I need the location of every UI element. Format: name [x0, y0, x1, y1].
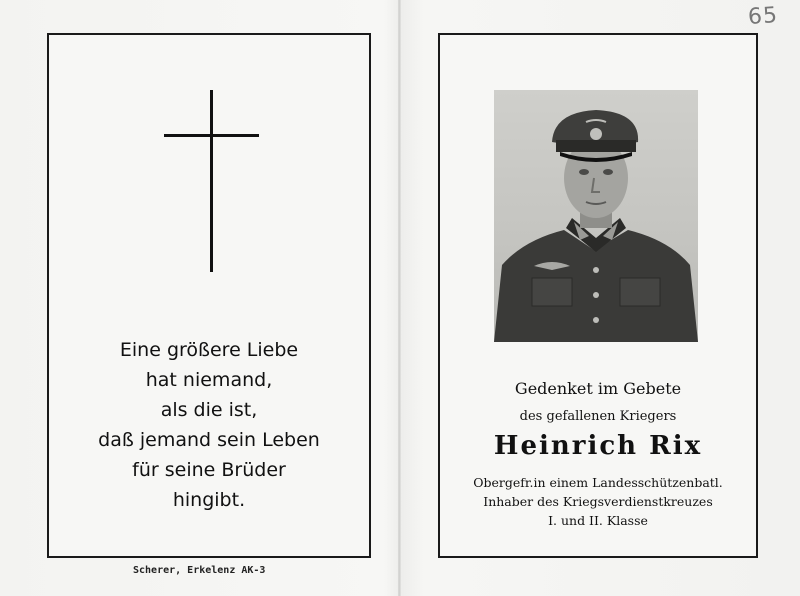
- verse-line: daß jemand sein Leben: [98, 429, 320, 451]
- printer-imprint: Scherer, Erkelenz AK-3: [133, 565, 266, 576]
- rank-line: Obergefr.in einem Landesschützenbatl.: [473, 475, 723, 490]
- bible-verse: [49, 335, 369, 515]
- decoration-class-line: I. und II. Klasse: [548, 513, 648, 528]
- decoration-line: Inhaber des Kriegsverdienstkreuzes: [483, 494, 713, 509]
- fallen-soldier-line: des gefallenen Kriegers: [519, 409, 677, 424]
- cross-icon: [210, 90, 213, 272]
- soldier-name: Heinrich Rix: [493, 431, 703, 461]
- verse-line: als die ist,: [160, 399, 258, 421]
- verse-line: für seine Brüder: [132, 459, 286, 481]
- portrait-photo: [494, 90, 698, 342]
- verse-line: hingibt.: [172, 489, 246, 511]
- verse-line: Eine größere Liebe: [119, 339, 299, 361]
- page-number-annotation: 65: [747, 2, 779, 31]
- left-panel: [47, 33, 371, 558]
- soldier-portrait-image: [494, 90, 698, 342]
- prayer-intro: Gedenket im Gebete: [514, 379, 682, 398]
- cross-icon-bar: [164, 134, 259, 137]
- right-panel: [438, 33, 758, 558]
- card-fold: [398, 0, 401, 596]
- verse-line: hat niemand,: [145, 369, 273, 391]
